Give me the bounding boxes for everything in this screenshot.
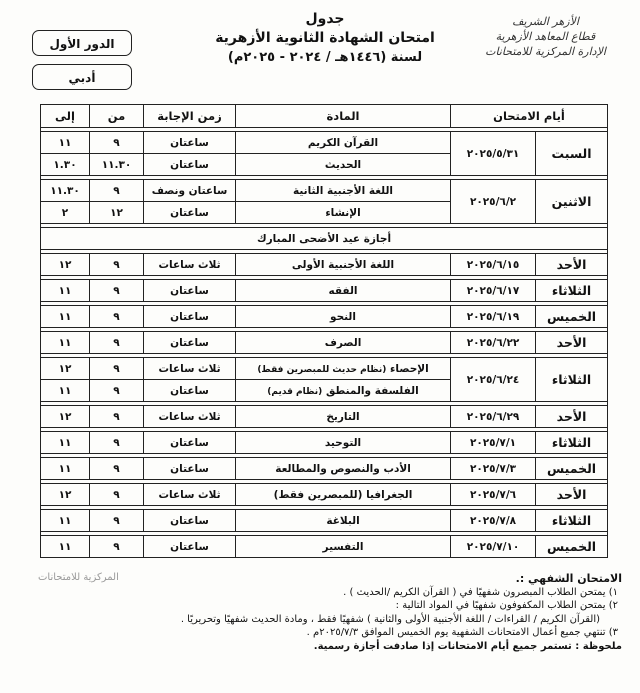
start-time-cell: ٩	[90, 406, 144, 428]
table-row	[41, 536, 608, 558]
subject-name: الفلسفة والمنطق	[325, 384, 419, 397]
duration-cell: ساعتان	[144, 132, 236, 154]
table-row	[41, 132, 608, 154]
branch-tag: أدبي	[32, 64, 132, 90]
exam-date: ٢٠٢٥/٧/١٠	[451, 536, 536, 558]
start-time-cell: ٩	[90, 380, 144, 402]
start-time-cell: ٩	[90, 180, 144, 202]
subject-cell	[236, 132, 451, 154]
exam-schedule-table	[40, 104, 608, 558]
header-subject: المادة	[236, 105, 451, 128]
start-time-cell: ٩	[90, 458, 144, 480]
duration-cell: ساعتان ونصف	[144, 180, 236, 202]
subject-name: النحو	[330, 310, 356, 323]
exam-day: الأحد	[536, 484, 608, 506]
end-time-cell: ١٢	[41, 254, 90, 276]
start-time-cell: ٩	[90, 510, 144, 532]
end-time-cell: ١٢	[41, 358, 90, 380]
start-time-cell: ١١.٣٠	[90, 154, 144, 176]
header-duration: زمن الإجابة	[144, 105, 236, 128]
note-item-2-detail: (القرآن الكريم / القراءات / اللغة الأجنبية الأولى والثانية ) شفهيًا فقط ، ومادة الحديث شفهيًا وتحريريًا .	[180, 613, 600, 625]
end-time-cell: ١١	[41, 306, 90, 328]
end-time-cell: ١.٣٠	[41, 154, 90, 176]
document-title	[200, 10, 450, 68]
start-time-cell: ١٢	[90, 202, 144, 224]
table-row	[41, 458, 608, 480]
subject-note: (نظام حديث للمبصرين فقط)	[257, 364, 387, 375]
subject-name: التفسير	[322, 540, 364, 553]
start-time-cell: ٩	[90, 254, 144, 276]
subject-cell	[236, 306, 451, 328]
subject-cell	[236, 536, 451, 558]
title-line-2: امتحان الشهادة الثانوية الأزهرية	[215, 30, 435, 46]
start-time-cell: ٩	[90, 132, 144, 154]
exam-day: الخميس	[536, 458, 608, 480]
subject-name: الإحصاء	[390, 362, 429, 375]
subject-cell	[236, 432, 451, 454]
subject-name: الإنشاء	[325, 206, 361, 219]
duration-cell: ثلاث ساعات	[144, 254, 236, 276]
subject-name: البلاغة	[326, 514, 360, 527]
subject-name: الصرف	[324, 336, 362, 349]
start-time-cell: ٩	[90, 332, 144, 354]
start-time-cell: ٩	[90, 306, 144, 328]
exam-day: الثلاثاء	[536, 280, 608, 302]
end-time-cell: ١٢	[41, 484, 90, 506]
end-time-cell: ١١.٣٠	[41, 180, 90, 202]
subject-name: التاريخ	[326, 410, 360, 423]
table-row	[41, 280, 608, 302]
title-line-3: لسنة (١٤٤٦هـ / ٢٠٢٤ - ٢٠٢٥م)	[227, 50, 423, 65]
subject-note: (نظام قديم)	[267, 386, 323, 397]
subject-cell	[236, 332, 451, 354]
notes-heading: الامتحان الشفهي :.	[515, 572, 622, 585]
table-row	[41, 484, 608, 506]
exam-day: الأحد	[536, 332, 608, 354]
table-row	[41, 510, 608, 532]
exam-day: الثلاثاء	[536, 510, 608, 532]
note-item-3: ٣) تنتهي جميع أعمال الامتحانات الشفهية يوم الخميس الموافق ٢٠٢٥/٧/٣م .	[306, 627, 618, 638]
start-time-cell: ٩	[90, 358, 144, 380]
exam-date: ٢٠٢٥/٧/٣	[451, 458, 536, 480]
duration-cell: ساعتان	[144, 432, 236, 454]
table-row	[41, 406, 608, 428]
exam-date: ٢٠٢٥/٦/٢	[451, 180, 536, 224]
exam-day: الخميس	[536, 536, 608, 558]
subject-cell	[236, 484, 451, 506]
subject-cell	[236, 406, 451, 428]
start-time-cell: ٩	[90, 536, 144, 558]
end-time-cell: ١١	[41, 510, 90, 532]
end-time-cell: ١١	[41, 458, 90, 480]
header-days: أيام الامتحان	[451, 105, 608, 128]
exam-date: ٢٠٢٥/٧/٨	[451, 510, 536, 532]
duration-cell: ثلاث ساعات	[144, 358, 236, 380]
table-row	[41, 432, 608, 454]
subject-cell	[236, 280, 451, 302]
exam-day: الأحد	[536, 406, 608, 428]
subject-cell	[236, 458, 451, 480]
note-item-2: ٢) يمتحن الطلاب المكفوفون شفهيًا في المواد التالية :	[395, 600, 618, 611]
start-time-cell: ٩	[90, 280, 144, 302]
duration-cell: ساعتان	[144, 306, 236, 328]
duration-cell: ساعتان	[144, 458, 236, 480]
duration-cell: ساعتان	[144, 154, 236, 176]
exam-day: الاثنين	[536, 180, 608, 224]
title-line-1: جدول	[305, 11, 345, 27]
exam-day: الثلاثاء	[536, 432, 608, 454]
exam-date: ٢٠٢٥/٧/٦	[451, 484, 536, 506]
subject-cell	[236, 380, 451, 402]
exam-date: ٢٠٢٥/٦/١٥	[451, 254, 536, 276]
holiday-row	[41, 228, 608, 250]
start-time-cell: ٩	[90, 484, 144, 506]
exam-date: ٢٠٢٥/٦/٢٩	[451, 406, 536, 428]
note-item-1: ١) يمتحن الطلاب المبصرون شفهيًا في ( القرآن الكريم /الحديث ) .	[343, 586, 618, 598]
subject-cell	[236, 202, 451, 224]
start-time-cell: ٩	[90, 432, 144, 454]
table-row	[41, 306, 608, 328]
subject-name: القرآن الكريم	[307, 136, 379, 149]
exam-date: ٢٠٢٥/٦/١٧	[451, 280, 536, 302]
exam-date: ٢٠٢٥/٦/٢٤	[451, 358, 536, 402]
end-time-cell: ١١	[41, 432, 90, 454]
exam-date: ٢٠٢٥/٧/١	[451, 432, 536, 454]
subject-cell	[236, 510, 451, 532]
logo-line-1: الأزهر الشريف	[512, 15, 579, 28]
exam-day: السبت	[536, 132, 608, 176]
subject-cell	[236, 154, 451, 176]
end-time-cell: ٢	[41, 202, 90, 224]
subject-name: التوحيد	[324, 436, 362, 449]
duration-cell: ثلاث ساعات	[144, 484, 236, 506]
end-time-cell: ١٢	[41, 406, 90, 428]
table-row	[41, 254, 608, 276]
subject-name: الحديث	[324, 158, 362, 171]
subject-name: اللغة الأجنبية الثانية	[292, 184, 393, 197]
holiday-cell: أجازة عيد الأضحى المبارك	[41, 228, 608, 250]
table-row	[41, 358, 608, 380]
end-time-cell: ١١	[41, 332, 90, 354]
end-time-cell: ١١	[41, 536, 90, 558]
header-from: من	[90, 105, 144, 128]
notes-section	[22, 572, 622, 653]
end-time-cell: ١١	[41, 280, 90, 302]
subject-name: الفقه	[328, 284, 358, 297]
round-tag: الدور الأول	[32, 30, 132, 56]
duration-cell: ساعتان	[144, 536, 236, 558]
table-row	[41, 180, 608, 202]
end-time-cell: ١١	[41, 380, 90, 402]
watermark-text: المركزية للامتحانات	[38, 572, 119, 583]
subject-cell	[236, 180, 451, 202]
exam-date: ٢٠٢٥/٦/١٩	[451, 306, 536, 328]
note-footer: ملحوظة : تستمر جميع أيام الامتحانات إذا صادفت أجازة رسمية.	[313, 640, 622, 652]
exam-date: ٢٠٢٥/٥/٣١	[451, 132, 536, 176]
azhar-logo	[463, 14, 628, 59]
duration-cell: ساعتان	[144, 280, 236, 302]
logo-line-2: قطاع المعاهد الأزهرية	[495, 30, 596, 43]
exam-day: الأحد	[536, 254, 608, 276]
duration-cell: ثلاث ساعات	[144, 406, 236, 428]
header-to: إلى	[41, 105, 90, 128]
subject-cell	[236, 358, 451, 380]
subject-name: الجغرافيا (للمبصرين فقط)	[273, 488, 413, 501]
exam-day: الثلاثاء	[536, 358, 608, 402]
duration-cell: ساعتان	[144, 332, 236, 354]
subject-name: اللغة الأجنبية الأولى	[291, 258, 395, 271]
duration-cell: ساعتان	[144, 510, 236, 532]
end-time-cell: ١١	[41, 132, 90, 154]
exam-date: ٢٠٢٥/٦/٢٢	[451, 332, 536, 354]
table-header-row	[41, 105, 608, 128]
subject-cell	[236, 254, 451, 276]
logo-line-3: الإدارة المركزية للامتحانات	[485, 45, 606, 58]
duration-cell: ساعتان	[144, 380, 236, 402]
subject-name: الأدب والنصوص والمطالعة	[275, 462, 411, 475]
exam-day: الخميس	[536, 306, 608, 328]
duration-cell: ساعتان	[144, 202, 236, 224]
table-row	[41, 332, 608, 354]
